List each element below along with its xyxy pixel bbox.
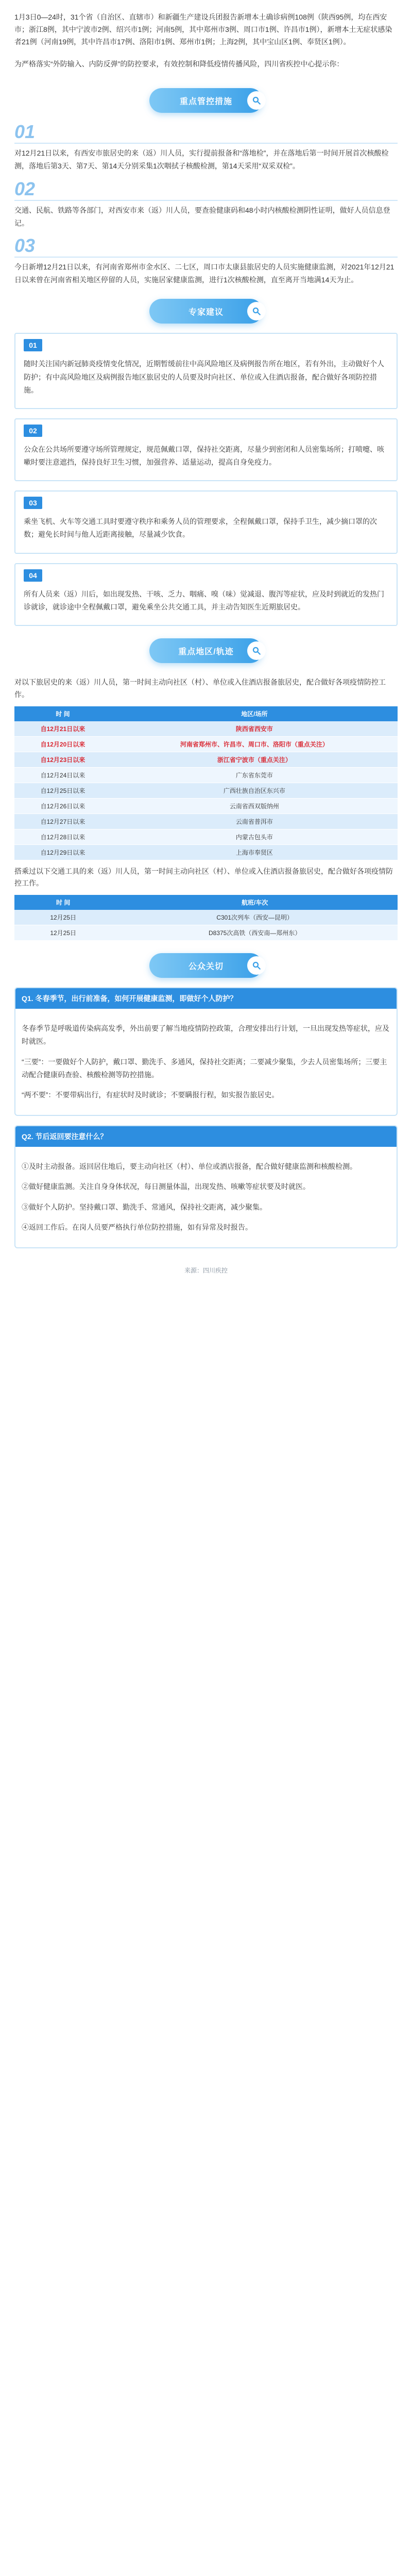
table-header-transport: 航班/车次	[112, 895, 398, 910]
table-cell-time: 自12月20日以来	[14, 736, 111, 752]
footer-source: 来源：四川疾控	[184, 1266, 228, 1274]
measure-number: 01	[14, 121, 36, 143]
section-title: 公众关切	[188, 962, 224, 971]
section-header-expert	[149, 299, 263, 324]
measure-number: 02	[14, 178, 36, 199]
table-cell-time: 自12月29日以来	[14, 844, 111, 860]
qa-paragraph: “两不要”：不要带病出行，有症状时及时就诊；不要瞒报行程，如实报告旅居史。	[22, 1090, 279, 1099]
qa-paragraph: ②做好健康监测。关注自身身体状况，每日测量体温，出现发热、咳嗽等症状要及时就医。	[22, 1182, 310, 1191]
table-cell-time: 自12月28日以来	[14, 829, 111, 844]
expert-card-4	[14, 563, 398, 626]
section-title: 重点地区/轨迹	[178, 647, 234, 656]
table-cell-time: 自12月26日以来	[14, 798, 111, 814]
table-cell-time: 自12月23日以来	[14, 752, 111, 767]
expert-badge: 02	[24, 425, 42, 437]
table-row	[14, 721, 398, 737]
expert-badge: 03	[24, 497, 42, 509]
table-cell-place: C301次列车（西安—昆明）	[112, 910, 398, 925]
expert-badge: 04	[24, 569, 42, 582]
table-cell-place: 云南省西双版纳州	[111, 798, 398, 814]
measure-1	[0, 121, 412, 173]
qa-body	[15, 1147, 397, 1247]
search-icon	[247, 641, 266, 660]
areas-intro: 对以下旅居史的来（返）川人员，第一时间主动向社区（村）、单位或入住酒店报备旅居史，配合做好各项疫情防控工作。	[14, 678, 386, 699]
measure-text: 交通、民航、铁路等各部门，对西安市来（返）川人员，要查验健康码和48小时内核酸检测阴性证明，做好人员信息登记。	[14, 206, 390, 227]
transport-table	[14, 895, 398, 941]
expert-text: 所有人员来（返）川后，如出现发热、干咳、乏力、咽痛、嗅（味）觉减退、腹泻等症状，应及时到就近的发热门诊就诊，就诊途中全程佩戴口罩，避免乘坐公共交通工具，并主动告知医生近期旅居史。	[24, 589, 384, 611]
divider	[14, 200, 398, 201]
table-cell-place: D8375次高铁（西安南—郑州东）	[112, 925, 398, 941]
table-row	[14, 925, 398, 941]
table-cell-place: 陕西省西安市	[111, 721, 398, 737]
table-cell-place: 云南省普洱市	[111, 814, 398, 829]
divider	[14, 143, 398, 144]
intro-paragraph-2: 为严格落实“外防输入、内防反弹”的防控要求，有效控制和降低疫情传播风险，四川省疾控中心提示你：	[14, 60, 344, 69]
measure-2	[0, 178, 412, 230]
table-cell-place: 广东省东莞市	[111, 767, 398, 783]
qa-paragraph: “三要”：一要做好个人防护，戴口罩、勤洗手、多通风，保持社交距离；二要减少聚集，少去人员密集场所；三要主动配合健康码查验、核酸检测等防控措施。	[22, 1057, 387, 1079]
expert-text: 公众在公共场所要遵守场所管理规定，规范佩戴口罩，保持社交距离，尽量少到密闭和人员密集场所；打喷嚏、咳嗽时要注意遮挡，保持良好卫生习惯，加强营养、适量运动，提高自身免疫力。	[24, 445, 384, 467]
search-icon	[247, 956, 266, 975]
table-cell-place: 河南省郑州市、许昌市、周口市、洛阳市（重点关注）	[111, 736, 398, 752]
measure-number: 03	[14, 234, 36, 256]
table-cell-time: 自12月25日以来	[14, 783, 111, 798]
measure-text: 对12月21日以来，有西安市旅居史的来（返）川人员，实行提前报备和“落地检”，并在落地后第一时间开展首次核酸检测，落地后第3天、第7天、第14天分别采集1次咽拭子核酸检测，第14天采用“双采双检”。	[14, 149, 389, 171]
search-icon	[247, 302, 266, 320]
expert-text: 乘坐飞机、火车等交通工具时要遵守秩序和乘务人员的管理要求，全程佩戴口罩，保持手卫生，减少摘口罩的次数；避免长时间与他人近距离接触，尽量减少饮食。	[24, 517, 377, 539]
table-cell-time: 自12月21日以来	[14, 721, 111, 737]
table-cell-place: 上海市奉贤区	[111, 844, 398, 860]
intro-paragraph-1: 1月3日0—24时，31个省（自治区、直辖市）和新疆生产建设兵团报告新增本土确诊病例108例（陕西95例，均在西安市；浙江8例，其中宁波市2例、绍兴市1例；河南5例，其中郑州市3例、周口市1例、许昌市1例），新增本土无症状感染者21例（河南19例，其中许昌市17例、洛阳市1例、郑州市1例；上海2例，其中宝山区1例、奉贤区1例）。	[14, 13, 392, 46]
table-cell-place: 内蒙古包头市	[111, 829, 398, 844]
divider	[14, 257, 398, 258]
qa-block-2	[14, 1125, 398, 1248]
search-icon	[247, 91, 266, 110]
table-row	[14, 798, 398, 814]
expert-card-3	[14, 490, 398, 553]
table-header-place: 地区/场所	[111, 706, 398, 721]
qa-paragraph: 冬春季节是呼吸道传染病高发季，外出前要了解当地疫情防控政策，合理安排出行计划，一旦出现发热等症状，应及时就医。	[22, 1024, 389, 1046]
expert-badge: 01	[24, 339, 42, 351]
qa-paragraph: ④返回工作后。在岗人员要严格执行单位防控措施，如有异常及时报告。	[22, 1223, 252, 1231]
table-header-time: 时 间	[14, 895, 112, 910]
areas-intro-2: 搭乘过以下交通工具的来（返）川人员，第一时间主动向社区（村）、单位或入住酒店报备旅居史，配合做好各项疫情防控工作。	[14, 867, 393, 888]
table-cell-place: 浙江省宁波市（重点关注）	[111, 752, 398, 767]
table-header-time: 时 间	[14, 706, 111, 721]
section-header-qa	[149, 953, 263, 978]
table-cell-time: 自12月24日以来	[14, 767, 111, 783]
expert-text: 随时关注国内新冠肺炎疫情变化情况，近期暂缓前往中高风险地区及病例报告所在地区，若有外出，主动做好个人防护；有中高风险地区及病例报告地区旅居史的人员要及时向社区、单位或入住酒店报备，配合做好各项防控措施。	[24, 360, 384, 394]
table-row	[14, 783, 398, 798]
table-cell-place: 广西壮族自治区东兴市	[111, 783, 398, 798]
section-title: 重点管控措施	[179, 97, 232, 106]
section-title: 专家建议	[188, 308, 224, 317]
qa-body	[15, 1009, 397, 1115]
measure-text: 今日新增12月21日以来，有河南省郑州市金水区、二七区，周口市太康县旅居史的人员实施健康监测，对2021年12月21日以来曾在河南省相关地区停留的人员，实施居家健康监测，进行1次核酸检测，直至离开当地满14天为止。	[14, 262, 394, 284]
section-header-areas	[149, 638, 263, 663]
measure-3	[0, 235, 412, 286]
table-row	[14, 767, 398, 783]
section-header-key-measures	[149, 88, 263, 113]
qa-title: Q2. 节后返回要注意什么？	[15, 1126, 397, 1147]
expert-card-1	[14, 333, 398, 409]
table-row	[14, 752, 398, 767]
table-row	[14, 736, 398, 752]
table-row	[14, 814, 398, 829]
table-cell-time: 12月25日	[14, 910, 112, 925]
expert-card-2	[14, 418, 398, 481]
qa-paragraph: ①及时主动报备。返回居住地后，要主动向社区（村）、单位或酒店报备，配合做好健康监测和核酸检测。	[22, 1162, 357, 1171]
table-row	[14, 829, 398, 844]
qa-title: Q1. 冬春季节，出行前准备，如何开展健康监测，即做好个人防护？	[15, 988, 397, 1009]
qa-paragraph: ③做好个人防护。坚持戴口罩、勤洗手、常通风，保持社交距离，减少聚集。	[22, 1202, 267, 1211]
areas-table	[14, 706, 398, 860]
table-row	[14, 844, 398, 860]
table-row	[14, 910, 398, 925]
table-cell-time: 12月25日	[14, 925, 112, 941]
table-cell-time: 自12月27日以来	[14, 814, 111, 829]
qa-block-1	[14, 987, 398, 1116]
